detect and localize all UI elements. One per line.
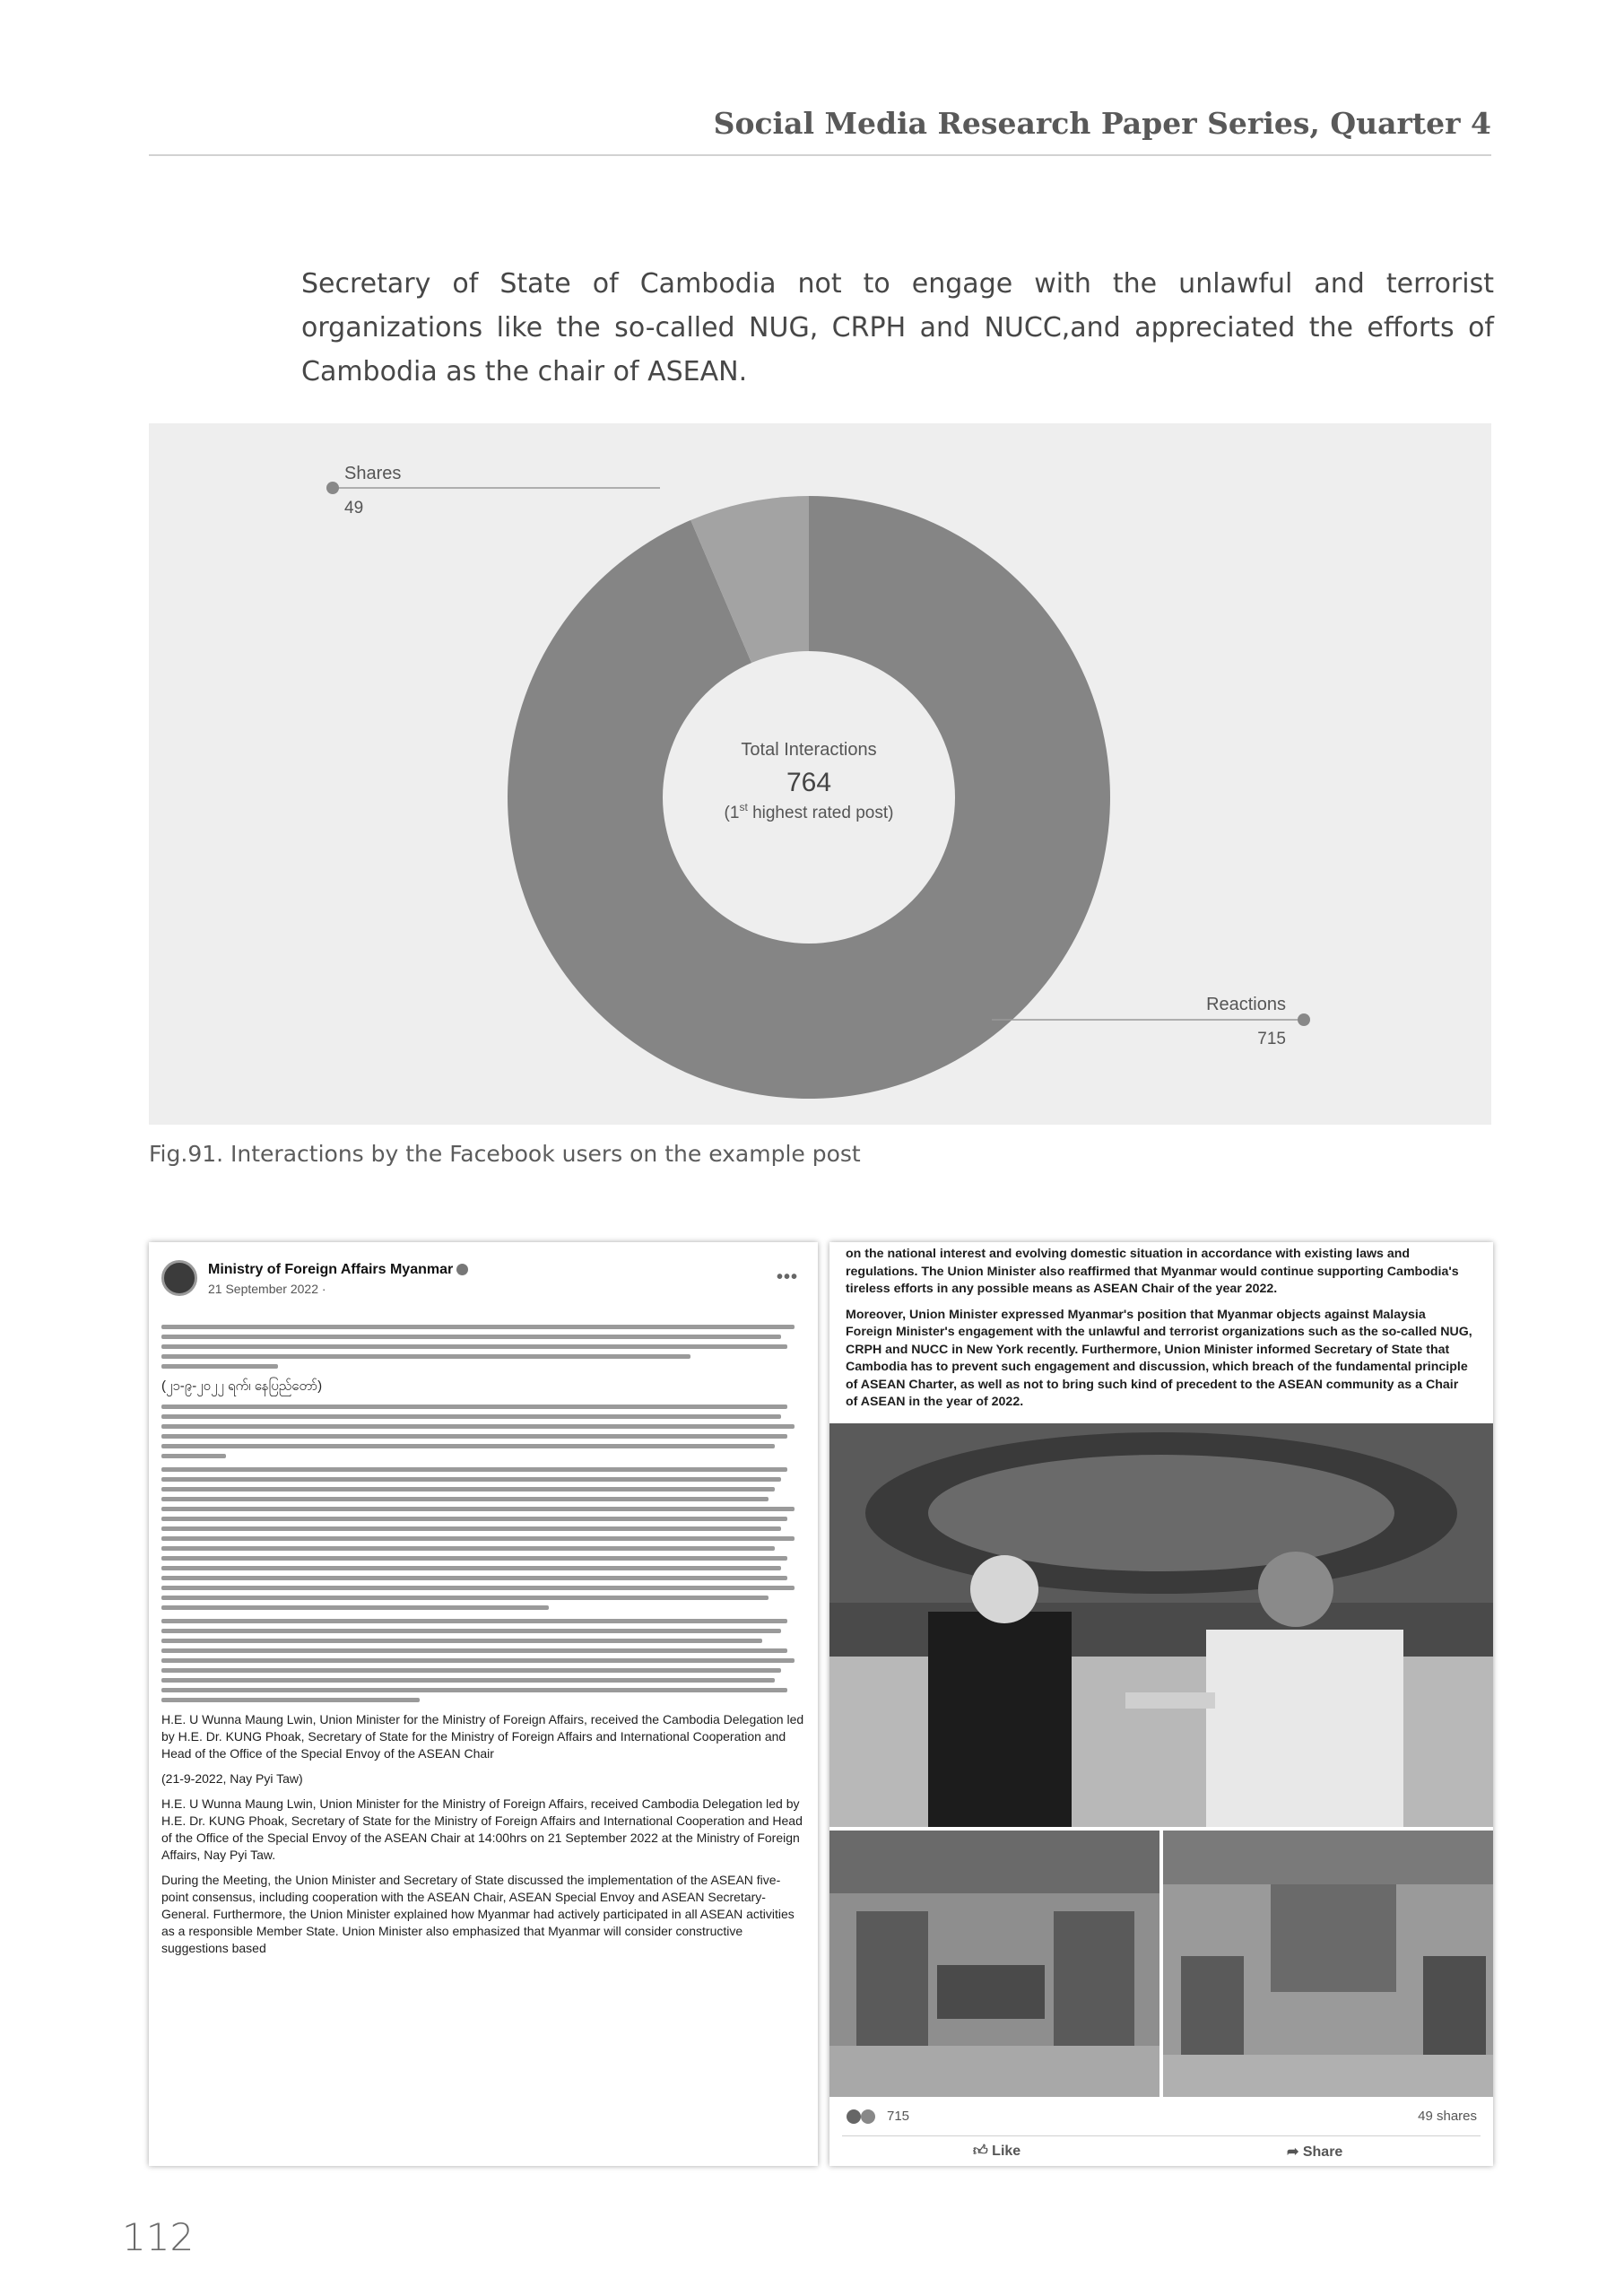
header-rule bbox=[149, 154, 1491, 156]
reactions-label: Reactions bbox=[1206, 995, 1286, 1014]
action-divider bbox=[842, 2135, 1481, 2136]
post-english-para-1: H.E. U Wunna Maung Lwin, Union Minister for the Ministry of Foreign Affairs, received the Cambodia Delegation led by H.E. Dr. KUNG Phoak, Secretary of State for the Ministry of Foreign Affairs and International Cooperation and Head of the Office of the Special Envoy of the ASEAN Chair bbox=[161, 1712, 804, 1761]
reaction-count[interactable]: 715 bbox=[887, 2109, 910, 2124]
post-continued-text bbox=[846, 1246, 1473, 1420]
like-label: Like bbox=[992, 2144, 1021, 2159]
share-icon: ➦ bbox=[1287, 2144, 1303, 2160]
share-label: Share bbox=[1302, 2144, 1343, 2160]
myanmar-text-block-1 bbox=[161, 1325, 807, 1369]
center-note bbox=[725, 801, 894, 822]
share-button[interactable] bbox=[1287, 2143, 1342, 2161]
post-english-date: (21-9-2022, Nay Pyi Taw) bbox=[161, 1771, 303, 1786]
donut-hole bbox=[663, 651, 955, 944]
facebook-post-left bbox=[149, 1242, 818, 2166]
center-title: Total Interactions bbox=[741, 740, 877, 760]
reaction-summary bbox=[829, 2103, 1493, 2130]
myanmar-text-block-3 bbox=[161, 1467, 807, 1610]
share-count[interactable]: 49 shares bbox=[1418, 2109, 1477, 2124]
page-avatar[interactable] bbox=[161, 1260, 197, 1296]
like-button[interactable] bbox=[973, 2143, 1020, 2160]
myanmar-text-block-4 bbox=[161, 1619, 807, 1702]
donut-chart bbox=[149, 423, 1491, 1125]
myanmar-text-block-2 bbox=[161, 1405, 807, 1458]
post-english-para-2: H.E. U Wunna Maung Lwin, Union Minister for the Ministry of Foreign Affairs, received Cambodia Delegation led by H.E. Dr. KUNG Phoak, Secretary of State for the Ministry of Foreign Affairs and International Cooperation and Head of the Office of the Special Envoy of the ASEAN Chair at 14:00hrs on 21 September 2022 at the Ministry of Foreign Affairs, Nay Pyi Taw. bbox=[161, 1796, 803, 1862]
post-english-para-3: During the Meeting, the Union Minister and Secretary of State discussed the implementation of the ASEAN five-point consensus, including cooperation with the ASEAN Chair, ASEAN Special Envoy and ASEAN Secretary-General. Furthermore, the Union Minister explained how Myanmar had actively participated in all ASEAN activities as a responsible Member State. Union Minister also emphasized that Myanmar will consider constructive suggestions based bbox=[161, 1873, 795, 1955]
post-right-para-2: Moreover, Union Minister expressed Myanmar's position that Myanmar objects against Malaysia Foreign Minister's engagement with the unlawful and terrorist organizations such as the so-called NUG, CRPH and NUCC in New York recently. Furthermore, Union Minister informed Secretary of State that Cambodia has to prevent such engagement and discussion, which breach of the fundamental principle of ASEAN Charter, as well as not to bring such kind of precedent to the ASEAN community as a Chair of ASEAN in the year of 2022. bbox=[846, 1307, 1472, 1409]
reaction-icons[interactable] bbox=[846, 2109, 881, 2125]
facebook-post-right bbox=[829, 1242, 1493, 2166]
page-name[interactable] bbox=[208, 1262, 468, 1278]
myanmar-date-line: (၂၁-၉-၂၀၂၂ ရက်၊ နေပြည်တော်) bbox=[161, 1378, 323, 1394]
running-head: Social Media Research Paper Series, Quarter 4 bbox=[713, 106, 1491, 141]
figure-caption: Fig.91. Interactions by the Facebook users on the example post bbox=[149, 1141, 861, 1167]
shares-leader-dot bbox=[326, 482, 339, 494]
center-note-sup: st bbox=[739, 801, 748, 813]
reactions-leader-dot bbox=[1298, 1013, 1310, 1026]
center-note-suffix: highest rated post) bbox=[747, 804, 894, 822]
like-icon: 👍︎ bbox=[973, 2144, 993, 2159]
meeting-photo-bottom-right[interactable] bbox=[1163, 1831, 1493, 2097]
more-options-icon[interactable]: ••• bbox=[776, 1267, 798, 1287]
post-header bbox=[161, 1260, 807, 1319]
meeting-photo-bottom-left[interactable] bbox=[829, 1831, 1159, 2097]
meeting-photo-main[interactable] bbox=[829, 1423, 1493, 1827]
shares-value: 49 bbox=[344, 499, 364, 517]
shares-label: Shares bbox=[344, 464, 402, 483]
body-paragraph: Secretary of State of Cambodia not to engage with the unlawful and terrorist organizations like the so-called NUG, CRPH and NUCC,and appreciated the efforts of Cambodia as the chair of ASEAN. bbox=[301, 268, 1494, 387]
post-date[interactable]: 21 September 2022 · bbox=[208, 1282, 326, 1296]
post-right-para-1: on the national interest and evolving domestic situation in accordance with existing laws and regulations. The Union Minister also reaffirmed that Myanmar would continue supporting Cambodia's tireless efforts in any possible means as ASEAN Chair of the year 2022. bbox=[846, 1247, 1459, 1296]
center-note-prefix: (1 bbox=[724, 804, 740, 822]
page-number: 112 bbox=[122, 2215, 195, 2259]
reactions-value: 715 bbox=[1257, 1030, 1286, 1048]
verified-badge-icon bbox=[456, 1264, 468, 1275]
center-value: 764 bbox=[786, 768, 832, 797]
page-name-text[interactable]: Ministry of Foreign Affairs Myanmar bbox=[208, 1262, 454, 1277]
donut-chart-panel bbox=[149, 423, 1491, 1125]
